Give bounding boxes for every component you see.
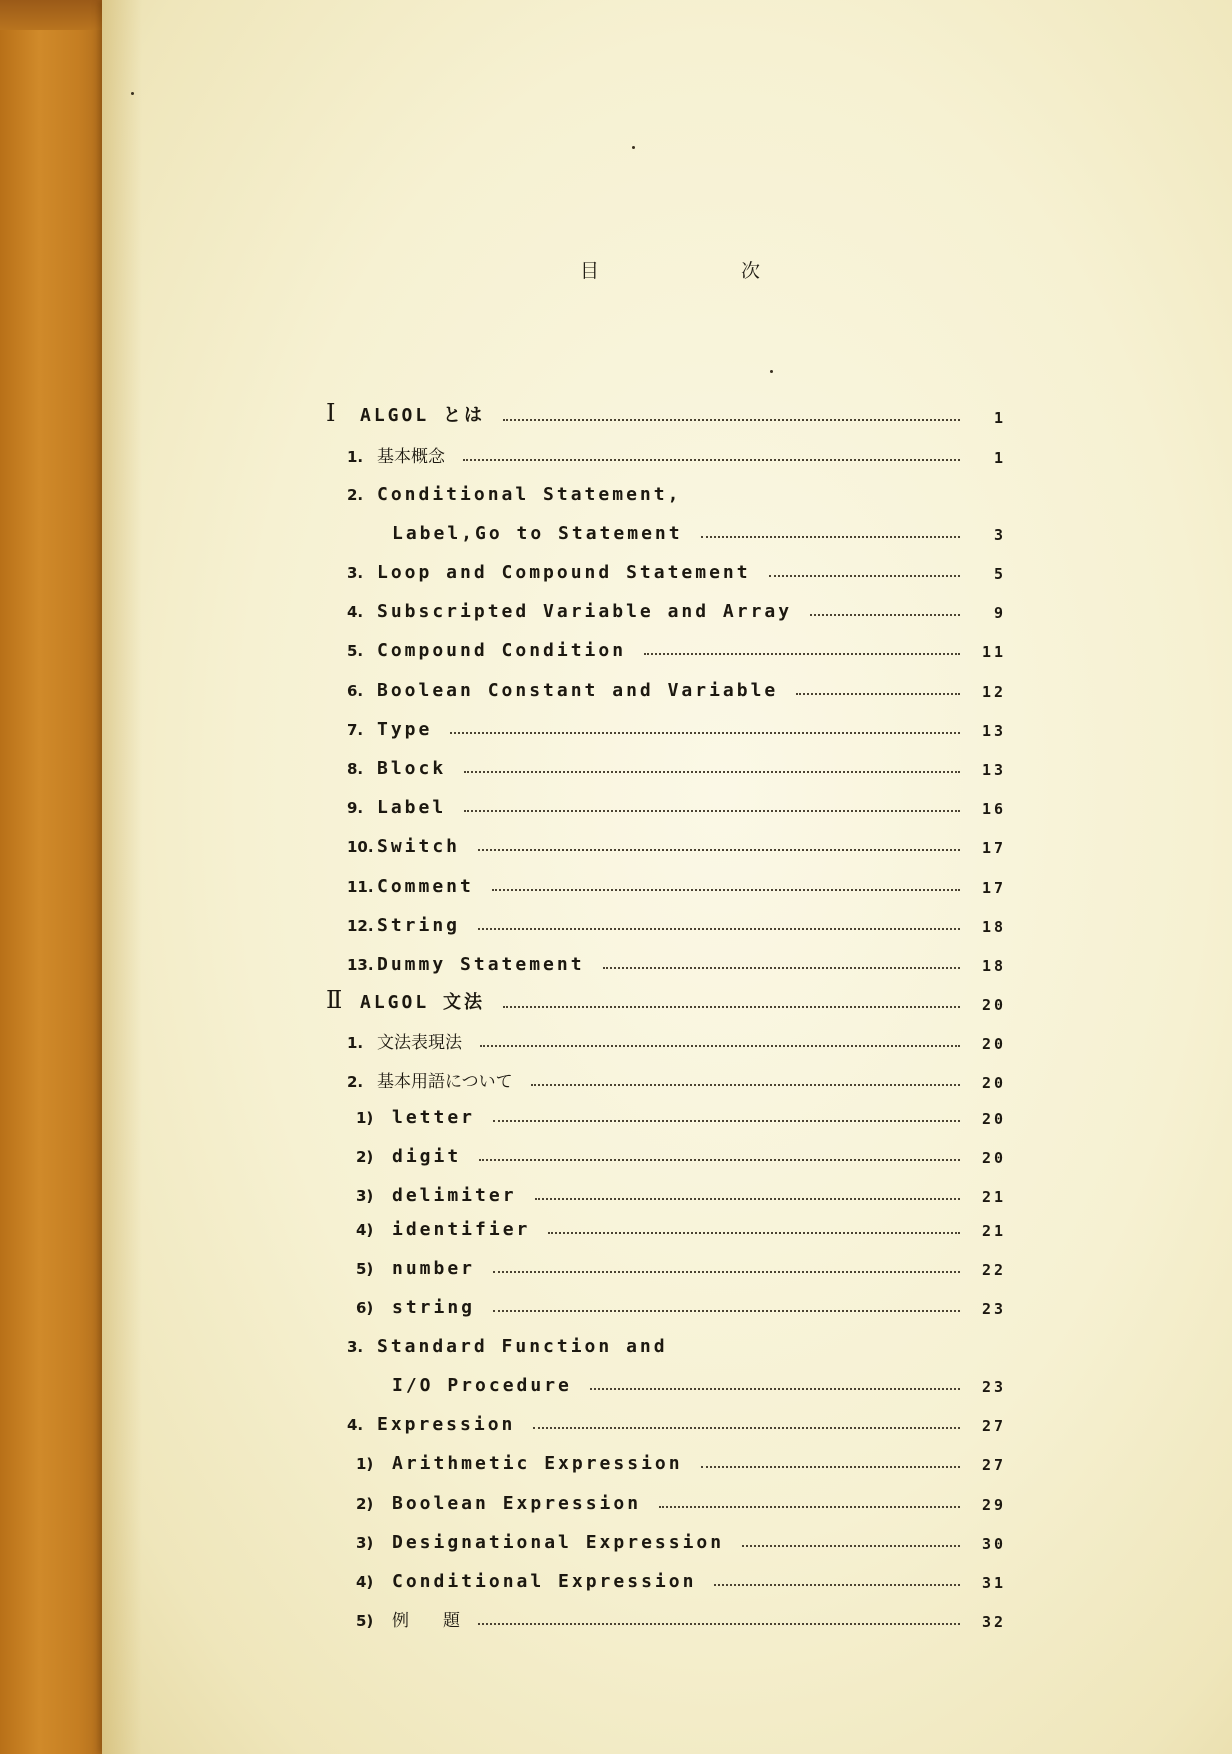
toc-entry-page: 20: [981, 1074, 1006, 1092]
toc-entry-number: 3.: [347, 564, 364, 582]
toc-entry-page: 21: [981, 1188, 1006, 1206]
toc-entry-title: Subscripted Variable and Array: [377, 601, 793, 622]
toc-row: [0, 752, 1232, 782]
toc-entry-number: 12.: [347, 917, 374, 935]
toc-entry-page: 23: [981, 1300, 1006, 1318]
toc-leader-dots: [480, 1045, 960, 1047]
toc-entry-page: 18: [981, 918, 1006, 936]
toc-entry-page: 18: [981, 957, 1006, 975]
toc-entry-page: 11: [981, 643, 1006, 661]
toc-row: [0, 517, 1232, 547]
toc-entry-number: 1): [356, 1455, 374, 1473]
toc-entry-page: 17: [981, 879, 1006, 897]
toc-entry-title: Block: [377, 758, 447, 779]
toc-row: [0, 830, 1232, 860]
toc-row: [0, 1565, 1232, 1595]
toc-entry-page: 20: [981, 1110, 1006, 1128]
toc-leader-dots: [810, 614, 960, 616]
toc-entry-page: 20: [981, 1035, 1006, 1053]
toc-row: [0, 948, 1232, 978]
toc-entry-number: 7.: [347, 721, 364, 739]
toc-entry-page: 3: [993, 526, 1006, 544]
toc-leader-dots: [503, 419, 960, 421]
toc-entry-number: 4.: [347, 1416, 364, 1434]
toc-leader-dots: [464, 771, 960, 773]
toc-row: [0, 556, 1232, 586]
toc-entry-title: Label,Go to Statement: [392, 523, 683, 544]
toc-entry-page: 13: [981, 722, 1006, 740]
toc-row: [0, 1140, 1232, 1170]
toc-entry-title: I/O Procedure: [392, 1375, 572, 1396]
toc-entry-number: 1.: [347, 448, 364, 466]
toc-row: [0, 1447, 1232, 1477]
toc-leader-dots: [493, 1120, 960, 1122]
toc-leader-dots: [535, 1198, 960, 1200]
toc-entry-number: 11.: [347, 878, 374, 896]
toc-entry-title: number: [392, 1258, 476, 1279]
toc-entry-number: 3): [356, 1187, 374, 1205]
toc-leader-dots: [701, 1466, 960, 1468]
toc-entry-number: 6): [356, 1299, 374, 1317]
toc-entry-number: 2): [356, 1495, 374, 1513]
toc-entry-page: 17: [981, 839, 1006, 857]
toc-row: [0, 713, 1232, 743]
toc-leader-dots: [796, 693, 960, 695]
toc-entry-number: 3.: [347, 1338, 364, 1356]
toc-entry-page: 1: [993, 449, 1006, 467]
toc-leader-dots: [493, 1271, 960, 1273]
toc-entry-number: 5): [356, 1260, 374, 1278]
toc-row: [0, 1291, 1232, 1321]
toc-entry-page: 5: [993, 565, 1006, 583]
toc-entry-page: 22: [981, 1261, 1006, 1279]
paper-speck: [632, 146, 635, 149]
toc-entry-number: 5.: [347, 642, 364, 660]
toc-entry-page: 13: [981, 761, 1006, 779]
toc-entry-title: Loop and Compound Statement: [377, 562, 751, 583]
toc-entry-number: 2.: [347, 1073, 364, 1091]
toc-row: [0, 1330, 1232, 1360]
toc-row: [0, 634, 1232, 664]
toc-entry-page: 23: [981, 1378, 1006, 1396]
toc-entry-number: 3): [356, 1534, 374, 1552]
toc-leader-dots: [701, 536, 960, 538]
toc-entry-title: string: [392, 1297, 476, 1318]
toc-leader-dots: [478, 849, 960, 851]
toc-entry-title: ALGOL 文法: [360, 992, 486, 1013]
toc-entry-page: 1: [993, 409, 1006, 427]
toc-row: [0, 1408, 1232, 1438]
toc-entry-number: 1): [356, 1109, 374, 1127]
toc-row: [0, 440, 1232, 470]
toc-entry-title: Label: [377, 797, 447, 818]
toc-entry-number: 1.: [347, 1034, 364, 1052]
toc-row: [0, 674, 1232, 704]
toc-entry-page: 20: [981, 996, 1006, 1014]
toc-leader-dots: [533, 1427, 960, 1429]
toc-entry-title: 文法表現法: [377, 1033, 462, 1053]
toc-row: [0, 909, 1232, 939]
toc-row: [0, 595, 1232, 625]
toc-row: [0, 1252, 1232, 1282]
toc-leader-dots: [603, 967, 960, 969]
toc-row: [0, 1526, 1232, 1556]
toc-entry-title: 例 題: [392, 1611, 460, 1631]
toc-row: [0, 400, 1232, 430]
toc-leader-dots: [478, 1623, 960, 1625]
toc-entry-number: Ⅱ: [326, 986, 343, 1014]
toc-entry-page: 27: [981, 1456, 1006, 1474]
toc-entry-title: identifier: [392, 1219, 531, 1240]
toc-entry-page: 31: [981, 1574, 1006, 1592]
toc-leader-dots: [493, 1310, 960, 1312]
toc-entry-title: Conditional Expression: [392, 1571, 697, 1592]
toc-entry-number: Ⅰ: [326, 399, 336, 427]
toc-entry-number: 9.: [347, 799, 364, 817]
toc-leader-dots: [531, 1084, 960, 1086]
toc-leader-dots: [464, 810, 960, 812]
toc-leader-dots: [659, 1506, 960, 1508]
toc-entry-number: 8.: [347, 760, 364, 778]
paper-speck: [131, 92, 134, 95]
toc-row: [0, 791, 1232, 821]
toc-row: [0, 1487, 1232, 1517]
toc-entry-page: 29: [981, 1496, 1006, 1514]
toc-entry-title: Compound Condition: [377, 640, 627, 661]
toc-entry-number: 6.: [347, 682, 364, 700]
toc-leader-dots: [742, 1545, 960, 1547]
toc-entry-title: Switch: [377, 836, 461, 857]
toc-entry-number: 4): [356, 1221, 374, 1239]
toc-row: [0, 1179, 1232, 1209]
toc-row: [0, 1604, 1232, 1634]
toc-entry-page: 21: [981, 1222, 1006, 1240]
toc-entry-title: Comment: [377, 876, 474, 897]
toc-entry-title: Boolean Constant and Variable: [377, 680, 779, 701]
toc-entry-page: 30: [981, 1535, 1006, 1553]
toc-entry-title: Dummy Statement: [377, 954, 585, 975]
toc-leader-dots: [492, 889, 960, 891]
toc-entry-number: 5): [356, 1612, 374, 1630]
toc-entry-title: String: [377, 915, 461, 936]
toc-leader-dots: [478, 928, 960, 930]
toc-row: [0, 1213, 1232, 1243]
toc-leader-dots: [503, 1006, 960, 1008]
toc-entry-title: Designational Expression: [392, 1532, 725, 1553]
toc-entry-number: 4): [356, 1573, 374, 1591]
toc-heading-right: 次: [740, 260, 760, 282]
toc-row: [0, 987, 1232, 1017]
toc-leader-dots: [769, 575, 960, 577]
toc-row: [0, 478, 1232, 508]
toc-entry-title: Boolean Expression: [392, 1493, 642, 1514]
toc-leader-dots: [463, 459, 960, 461]
toc-entry-page: 27: [981, 1417, 1006, 1435]
toc-leader-dots: [548, 1232, 960, 1234]
toc-entry-title: 基本概念: [377, 447, 445, 467]
toc-entry-number: 4.: [347, 603, 364, 621]
toc-entry-title: Expression: [377, 1414, 516, 1435]
toc-entry-page: 9: [993, 604, 1006, 622]
toc-leader-dots: [479, 1159, 960, 1161]
paper-speck: [770, 370, 773, 373]
toc-entry-title: Arithmetic Expression: [392, 1453, 683, 1474]
toc-leader-dots: [590, 1388, 960, 1390]
toc-entry-page: 20: [981, 1149, 1006, 1167]
toc-leader-dots: [644, 653, 960, 655]
toc-row: [0, 870, 1232, 900]
toc-row: [0, 1369, 1232, 1399]
toc-leader-dots: [714, 1584, 960, 1586]
toc-row: [0, 1026, 1232, 1056]
toc-row: [0, 1101, 1232, 1131]
toc-entry-number: 2.: [347, 486, 364, 504]
toc-entry-page: 16: [981, 800, 1006, 818]
toc-heading-left: 目: [580, 260, 600, 282]
toc-leader-dots: [450, 732, 960, 734]
toc-entry-page: 32: [981, 1613, 1006, 1631]
toc-entry-number: 13.: [347, 956, 374, 974]
toc-entry-title: digit: [392, 1146, 462, 1167]
toc-entry-title: Conditional Statement,: [377, 484, 682, 505]
toc-entry-title: delimiter: [392, 1185, 517, 1206]
toc-entry-title: Type: [377, 719, 433, 740]
toc-entry-title: ALGOL とは: [360, 405, 486, 426]
toc-entry-page: 12: [981, 683, 1006, 701]
toc-entry-title: letter: [392, 1107, 476, 1128]
toc-entry-title: 基本用語について: [377, 1072, 513, 1092]
toc-row: [0, 1065, 1232, 1095]
toc-entry-number: 2): [356, 1148, 374, 1166]
toc-entry-title: Standard Function and: [377, 1336, 668, 1357]
toc-entry-number: 10.: [347, 838, 374, 856]
